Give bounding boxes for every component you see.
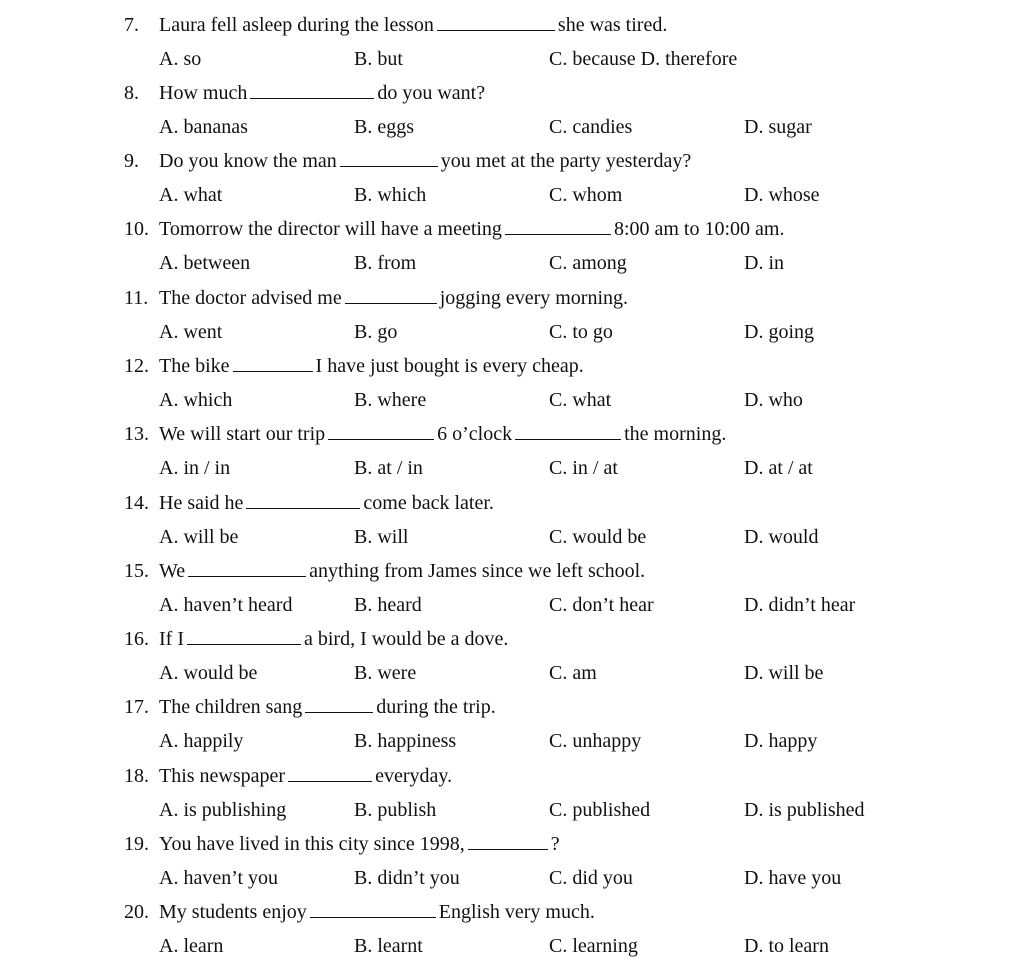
question-text-part: 8:00 am to 10:00 am.	[613, 218, 785, 240]
question-text-part: If I	[159, 628, 184, 650]
answer-option: C. would be	[549, 526, 647, 548]
question-number: 17.	[124, 696, 149, 718]
answer-blank	[188, 558, 306, 577]
answer-blank	[468, 831, 548, 850]
question-number: 8.	[124, 82, 139, 104]
answer-option: C. learning	[549, 935, 638, 957]
question-text-part: This newspaper	[159, 765, 286, 787]
answer-blank	[437, 12, 555, 31]
question-text	[159, 144, 691, 178]
question-text-part: 6 o’clock	[437, 423, 513, 445]
answer-option: A. learn	[159, 935, 224, 957]
answer-option: B. but	[354, 48, 403, 70]
answer-blank	[505, 216, 611, 235]
answer-option: D. will be	[744, 662, 824, 684]
question-number: 16.	[124, 628, 149, 650]
question-text-part: English very much.	[438, 901, 595, 923]
question-number: 12.	[124, 355, 149, 377]
question-text-part: Do you know the man	[159, 150, 337, 172]
answer-blank	[345, 285, 437, 304]
answer-blank	[246, 490, 360, 509]
question-text-part: How much	[159, 82, 248, 104]
question-text-part: do you want?	[377, 82, 486, 104]
question-text-part: We	[159, 560, 186, 582]
answer-option: A. will be	[159, 526, 239, 548]
answer-blank	[328, 421, 434, 440]
answer-option: A. haven’t you	[159, 867, 279, 889]
answer-option: C. did you	[549, 867, 633, 889]
answer-option: A. in / in	[159, 457, 231, 479]
answer-option: D. didn’t hear	[744, 594, 856, 616]
question-text-part: The doctor advised me	[159, 287, 342, 309]
answer-option: C. unhappy	[549, 730, 642, 752]
answer-blank	[233, 353, 313, 372]
question-text-part: My students enjoy	[159, 901, 307, 923]
question-text-part: come back later.	[363, 492, 494, 514]
answer-option: D. have you	[744, 867, 842, 889]
answer-option: B. were	[354, 662, 417, 684]
answer-option: B. from	[354, 252, 417, 274]
answer-option: D. to learn	[744, 935, 829, 957]
answer-option: B. which	[354, 184, 427, 206]
question-number: 14.	[124, 492, 149, 514]
answer-option: D. at / at	[744, 457, 813, 479]
answer-option: B. go	[354, 321, 398, 343]
answer-blank	[288, 763, 372, 782]
question-text-part: everyday.	[375, 765, 453, 787]
answer-option: A. went	[159, 321, 223, 343]
question-text-part: I have just bought is every cheap.	[315, 355, 584, 377]
question-text-part: ?	[550, 833, 560, 855]
answer-option: D. would	[744, 526, 819, 548]
question-text	[159, 212, 784, 246]
answer-option: D. in	[744, 252, 784, 274]
question-text	[159, 554, 645, 588]
question-text	[159, 76, 485, 110]
question-number: 11.	[124, 287, 149, 309]
answer-option: D. happy	[744, 730, 818, 752]
question-text-part: a bird, I would be a dove.	[303, 628, 509, 650]
question-text	[159, 827, 560, 861]
answer-option: D. going	[744, 321, 814, 343]
answer-option: B. where	[354, 389, 427, 411]
question-text	[159, 281, 628, 315]
answer-option: B. at / in	[354, 457, 423, 479]
answer-option: D. is published	[744, 799, 865, 821]
question-text-part: You have lived in this city since 1998,	[159, 833, 465, 855]
question-text-part: The children sang	[159, 696, 303, 718]
question-text	[159, 895, 595, 929]
answer-option: D. who	[744, 389, 803, 411]
answer-option: C. candies	[549, 116, 633, 138]
question-text-part: Laura fell asleep during the lesson	[159, 14, 434, 36]
answer-option: C. because D. therefore	[549, 48, 738, 70]
answer-option: C. don’t hear	[549, 594, 654, 616]
answer-option: B. will	[354, 526, 409, 548]
question-text-part: you met at the party yesterday?	[440, 150, 692, 172]
answer-option: C. in / at	[549, 457, 618, 479]
answer-option: A. happily	[159, 730, 244, 752]
answer-blank	[187, 626, 301, 645]
question-text-part: The bike	[159, 355, 230, 377]
question-text-part: the morning.	[624, 423, 727, 445]
question-number: 20.	[124, 901, 149, 923]
question-number: 19.	[124, 833, 149, 855]
question-text-part: jogging every morning.	[439, 287, 629, 309]
answer-option: C. to go	[549, 321, 613, 343]
question-text-part: Tomorrow the director will have a meeting	[159, 218, 502, 240]
question-number: 18.	[124, 765, 149, 787]
answer-blank	[310, 899, 436, 918]
answer-option: A. between	[159, 252, 251, 274]
answer-option: B. heard	[354, 594, 422, 616]
question-text	[159, 759, 452, 793]
answer-option: A. which	[159, 389, 233, 411]
question-text	[159, 486, 494, 520]
answer-option: B. learnt	[354, 935, 423, 957]
answer-option: A. what	[159, 184, 223, 206]
question-text-part: she was tired.	[557, 14, 668, 36]
answer-option: D. whose	[744, 184, 820, 206]
answer-option: A. bananas	[159, 116, 248, 138]
question-number: 7.	[124, 14, 139, 36]
answer-blank	[305, 694, 373, 713]
answer-option: C. am	[549, 662, 597, 684]
answer-option: A. haven’t heard	[159, 594, 293, 616]
question-text-part: We will start our trip	[159, 423, 326, 445]
answer-option: B. didn’t you	[354, 867, 460, 889]
answer-blank	[250, 80, 374, 99]
question-number: 9.	[124, 150, 139, 172]
question-text	[159, 622, 508, 656]
question-text-part: anything from James since we left school.	[309, 560, 646, 582]
question-text-part: during the trip.	[376, 696, 496, 718]
answer-option: C. whom	[549, 184, 623, 206]
question-text	[159, 690, 496, 724]
answer-option: A. so	[159, 48, 202, 70]
answer-option: A. would be	[159, 662, 258, 684]
question-text	[159, 349, 584, 383]
answer-option: C. among	[549, 252, 627, 274]
question-number: 10.	[124, 218, 149, 240]
answer-blank	[515, 421, 621, 440]
question-number: 15.	[124, 560, 149, 582]
answer-option: C. what	[549, 389, 612, 411]
answer-blank	[340, 148, 438, 167]
question-text	[159, 8, 667, 42]
answer-option: D. sugar	[744, 116, 812, 138]
question-text-part: He said he	[159, 492, 244, 514]
answer-option: B. eggs	[354, 116, 414, 138]
answer-option: C. published	[549, 799, 651, 821]
question-text	[159, 417, 726, 451]
answer-option: B. publish	[354, 799, 437, 821]
answer-option: B. happiness	[354, 730, 457, 752]
answer-option: A. is publishing	[159, 799, 287, 821]
question-number: 13.	[124, 423, 149, 445]
